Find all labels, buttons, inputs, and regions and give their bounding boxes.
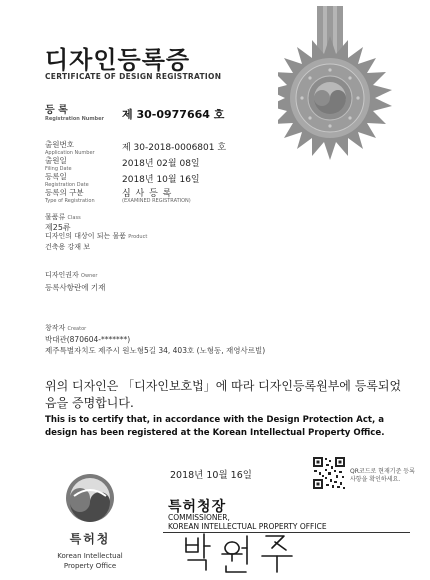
registration-type-value: 심 사 등 록	[122, 189, 173, 199]
creator-address: 제주특별자치도 제주시 원노형5길 34, 403호 (노형동, 재영사르빌)	[45, 346, 266, 355]
commissioner-signature	[180, 528, 310, 576]
commissioner-title-english-2: KOREAN INTELLECTUAL PROPERTY OFFICE	[168, 522, 327, 531]
filing-date-label: 출원일 Filing Date	[45, 156, 72, 172]
creator-label: 창작자 Creator	[45, 324, 87, 332]
application-number-value: 제 30-2018-0006801 호	[122, 143, 227, 153]
application-number-label: 출원번호 Application Number	[45, 140, 95, 156]
registration-date-value: 2018년 10월 16일	[122, 175, 200, 185]
declaration-korean: 위의 디자인은 「디자인보호법」에 따라 디자인등록원부에 등록되었음을 증명합니다.	[45, 379, 402, 410]
class-label: 물품류 Class	[45, 213, 81, 221]
kipo-name-english-1: Korean Intellectual	[57, 552, 123, 560]
kipo-name-english-2: Property Office	[63, 562, 117, 570]
commissioner-title-korean: 특허청장	[168, 499, 227, 515]
kipo-taegeuk-icon	[64, 472, 116, 524]
product-label: 디자인의 대상이 되는 물품 Product	[45, 232, 148, 240]
registration-date-label: 등록일 Registration Date	[45, 172, 89, 188]
certificate-subtitle: CERTIFICATE OF DESIGN REGISTRATION	[45, 72, 222, 81]
product-value: 건축용 강재 보	[45, 243, 91, 251]
declaration-english: This is to certify that, in accordance with the Design Protection Act, a design has been registered at the Korean Intellectual Property Office.	[45, 415, 385, 438]
kipo-name-korean: 특허청	[69, 532, 111, 546]
registration-type-value-en: (EXAMINED REGISTRATION)	[122, 198, 191, 204]
qr-code-icon	[312, 456, 346, 490]
registration-number: 제 30-0977664 호	[122, 108, 225, 121]
gold-foil-seal-icon	[278, 0, 418, 170]
qr-note: QR코드로 현재기준 등록사항을 확인하세요.	[350, 468, 415, 483]
registration-label: 등 록 Registration Number	[45, 105, 104, 122]
owner-label: 디자인권자 Owner	[45, 271, 98, 279]
commissioner-title-english-1: COMMISSIONER,	[168, 513, 230, 522]
filing-date-value: 2018년 02월 08일	[122, 159, 200, 169]
creator-name: 박대관(870604-*******)	[45, 335, 131, 344]
issue-date: 2018년 10월 16일	[170, 470, 252, 481]
class-value: 제25류	[45, 223, 71, 232]
certificate-title: 디자인등록증	[45, 46, 191, 74]
owner-value: 등록사항란에 기재	[45, 283, 106, 292]
registration-type-label: 등록의 구분 Type of Registration	[45, 188, 95, 204]
